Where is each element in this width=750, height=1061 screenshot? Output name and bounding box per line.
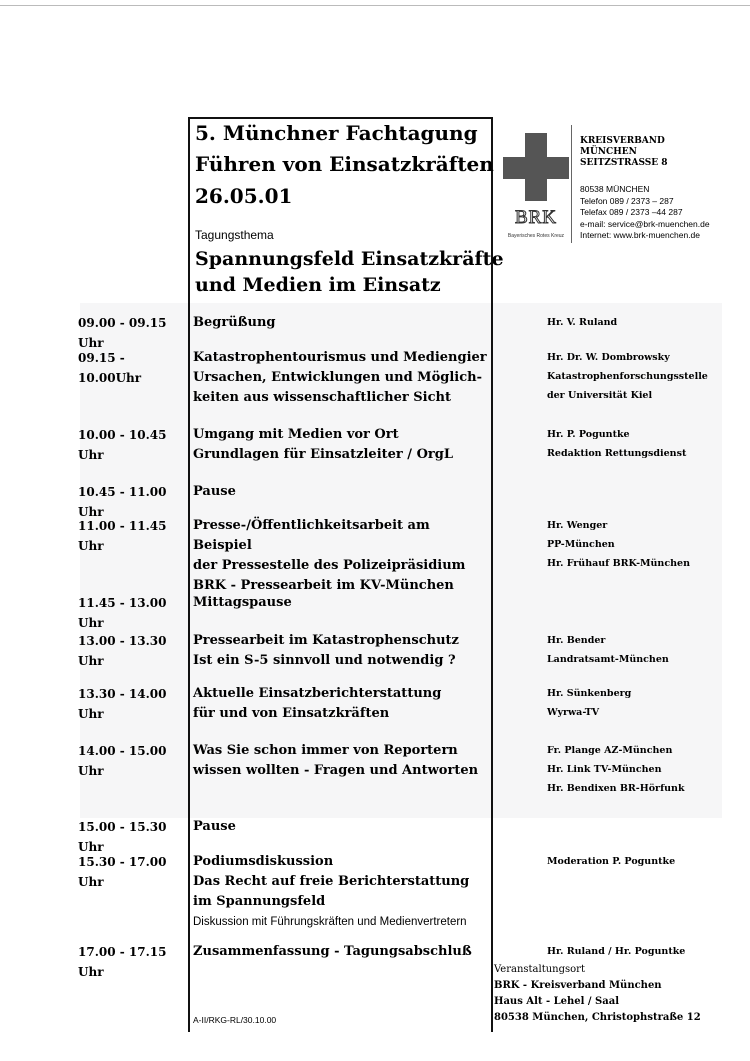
row-time: 13.30 - 14.00 Uhr [78, 687, 167, 721]
row-time: 09.00 - 09.15 Uhr [78, 316, 167, 350]
speaker-line: Hr. Sünkenberg [547, 688, 632, 699]
venue-title: Veranstaltungsort [494, 964, 585, 975]
row-topic [193, 631, 489, 671]
topic-line: wissen wollten - Fragen und Antworten [193, 763, 479, 778]
row-speaker [547, 942, 737, 961]
event-date: 26.05.01 [195, 184, 293, 208]
organization-address [580, 184, 710, 242]
topic-line: Umgang mit Medien vor Ort [193, 427, 399, 442]
topic-line: Das Recht auf freie Berichterstattung [193, 874, 470, 889]
topic-line: der Pressestelle des Polizeipräsidium [193, 558, 466, 573]
row-time: 11.45 - 13.00 Uhr [78, 596, 167, 630]
topic-line: Was Sie schon immer von Reportern [193, 743, 458, 758]
row-time: 15.30 - 17.00 Uhr [78, 855, 167, 889]
row-topic [193, 942, 489, 962]
fax-number: Telefax 089 / 2373 –44 287 [580, 207, 683, 217]
theme-line-1: Spannungsfeld Einsatzkräfte [195, 248, 504, 270]
topic-line: Pause [193, 819, 236, 834]
row-time: 09.15 - 10.00Uhr [78, 351, 142, 385]
topic-line: Begrüßung [193, 315, 276, 330]
topic-line: BRK - Pressearbeit im KV-München [193, 578, 454, 593]
topic-line: Aktuelle Einsatzberichterstattung [193, 686, 442, 701]
speaker-line: Redaktion Rettungsdienst [547, 448, 687, 459]
logo-divider [571, 125, 572, 243]
topic-line: Presse-/Öffentlichkeitsarbeit am Beispiel [193, 518, 430, 553]
brk-logo-subtext: Bayerisches Rotes Kreuz [507, 233, 565, 239]
row-topic [193, 817, 489, 837]
org-line: SEITZSTRASSE 8 [580, 158, 668, 168]
organization-name [580, 136, 668, 169]
document-code: A-II/RKG-RL/30.10.00 [193, 1015, 277, 1025]
row-time: 17.00 - 17.15 Uhr [78, 945, 167, 979]
topic-line: Katastrophentourismus und Mediengier [193, 350, 487, 365]
venue-line: BRK - Kreisverband München [494, 980, 662, 991]
org-line: KREISVERBAND [580, 136, 665, 146]
row-speaker [547, 741, 737, 798]
row-speaker [547, 516, 737, 573]
speaker-line: Hr. P. Poguntke [547, 429, 630, 440]
speaker-line: der Universität Kiel [547, 390, 653, 401]
row-speaker [547, 425, 737, 463]
row-topic [193, 852, 489, 932]
row-topic [193, 741, 489, 781]
phone-number: Telefon 089 / 2373 – 287 [580, 195, 674, 206]
speaker-line: Fr. Plange AZ-München [547, 745, 673, 756]
address-line: 80538 MÜNCHEN [580, 184, 650, 194]
theme-line-2: und Medien im Einsatz [195, 274, 441, 296]
row-time: 13.00 - 13.30 Uhr [78, 634, 167, 668]
event-title-line-1: 5. Münchner Fachtagung [195, 121, 478, 145]
speaker-line: Katastrophenforschungsstelle [547, 371, 708, 382]
speaker-line: PP-München [547, 539, 615, 550]
theme-title [195, 246, 504, 298]
topic-line: Ursachen, Entwicklungen und Möglich- [193, 370, 482, 385]
brk-logo [503, 125, 567, 245]
speaker-line: Hr. Ruland / Hr. Poguntke [547, 946, 686, 957]
venue-line: 80538 München, Christophstraße 12 [494, 1012, 701, 1023]
topic-note: Diskussion mit Führungskräften und Medienvertretern [193, 916, 467, 928]
speaker-line: Moderation P. Poguntke [547, 856, 676, 867]
topic-line: Pressearbeit im Katastrophenschutz [193, 633, 459, 648]
topic-line: Zusammenfassung - Tagungsabschluß [193, 944, 472, 959]
topic-line: Pause [193, 484, 236, 499]
row-topic [193, 684, 489, 724]
speaker-line: Hr. V. Ruland [547, 317, 618, 328]
topic-line: Mittagspause [193, 595, 292, 610]
speaker-line: Hr. Bender [547, 635, 606, 646]
website-address: Internet: www.brk-muenchen.de [580, 230, 701, 240]
speaker-line: Hr. Frühauf BRK-München [547, 558, 690, 569]
speaker-line: Hr. Dr. W. Dombrowsky [547, 352, 670, 363]
row-topic [193, 348, 489, 408]
row-topic [193, 516, 489, 596]
row-time: 14.00 - 15.00 Uhr [78, 744, 167, 778]
theme-label: Tagungsthema [195, 228, 274, 242]
row-topic [193, 482, 489, 502]
org-line: MÜNCHEN [580, 147, 637, 157]
venue-info [494, 962, 701, 1026]
red-cross-icon-bar [503, 157, 569, 179]
speaker-line: Landratsamt-München [547, 654, 669, 665]
row-speaker [547, 852, 737, 871]
row-topic [193, 593, 489, 613]
row-speaker [547, 631, 737, 669]
speaker-line: Wyrwa-TV [547, 707, 600, 718]
event-title-line-2: Führen von Einsatzkräften [195, 152, 494, 176]
row-topic [193, 425, 489, 465]
row-topic [193, 313, 489, 333]
left-column-border [188, 118, 190, 1032]
email-address: e-mail: service@brk-muenchen.de [580, 218, 710, 229]
title-box-top-border [188, 117, 493, 119]
brk-logo-text: BRK [514, 207, 558, 228]
row-time: 10.45 - 11.00 Uhr [78, 485, 167, 519]
top-rule [0, 5, 750, 6]
speaker-line: Hr. Wenger [547, 520, 608, 531]
row-time: 11.00 - 11.45 Uhr [78, 519, 167, 553]
venue-line: Haus Alt - Lehel / Saal [494, 996, 620, 1007]
row-speaker [547, 313, 737, 332]
speaker-line: Hr. Bendixen BR-Hörfunk [547, 783, 685, 794]
topic-line: Grundlagen für Einsatzleiter / OrgL [193, 447, 453, 462]
topic-line: im Spannungsfeld [193, 894, 326, 909]
topic-line: Podiumsdiskussion [193, 854, 334, 869]
row-time: 15.00 - 15.30 Uhr [78, 820, 167, 854]
row-speaker [547, 684, 737, 722]
row-speaker [547, 348, 737, 405]
topic-line: für und von Einsatzkräften [193, 706, 390, 721]
speaker-line: Hr. Link TV-München [547, 764, 662, 775]
topic-line: keiten aus wissenschaftlicher Sicht [193, 390, 451, 405]
topic-line: Ist ein S-5 sinnvoll und notwendig ? [193, 653, 456, 668]
row-time: 10.00 - 10.45 Uhr [78, 428, 167, 462]
